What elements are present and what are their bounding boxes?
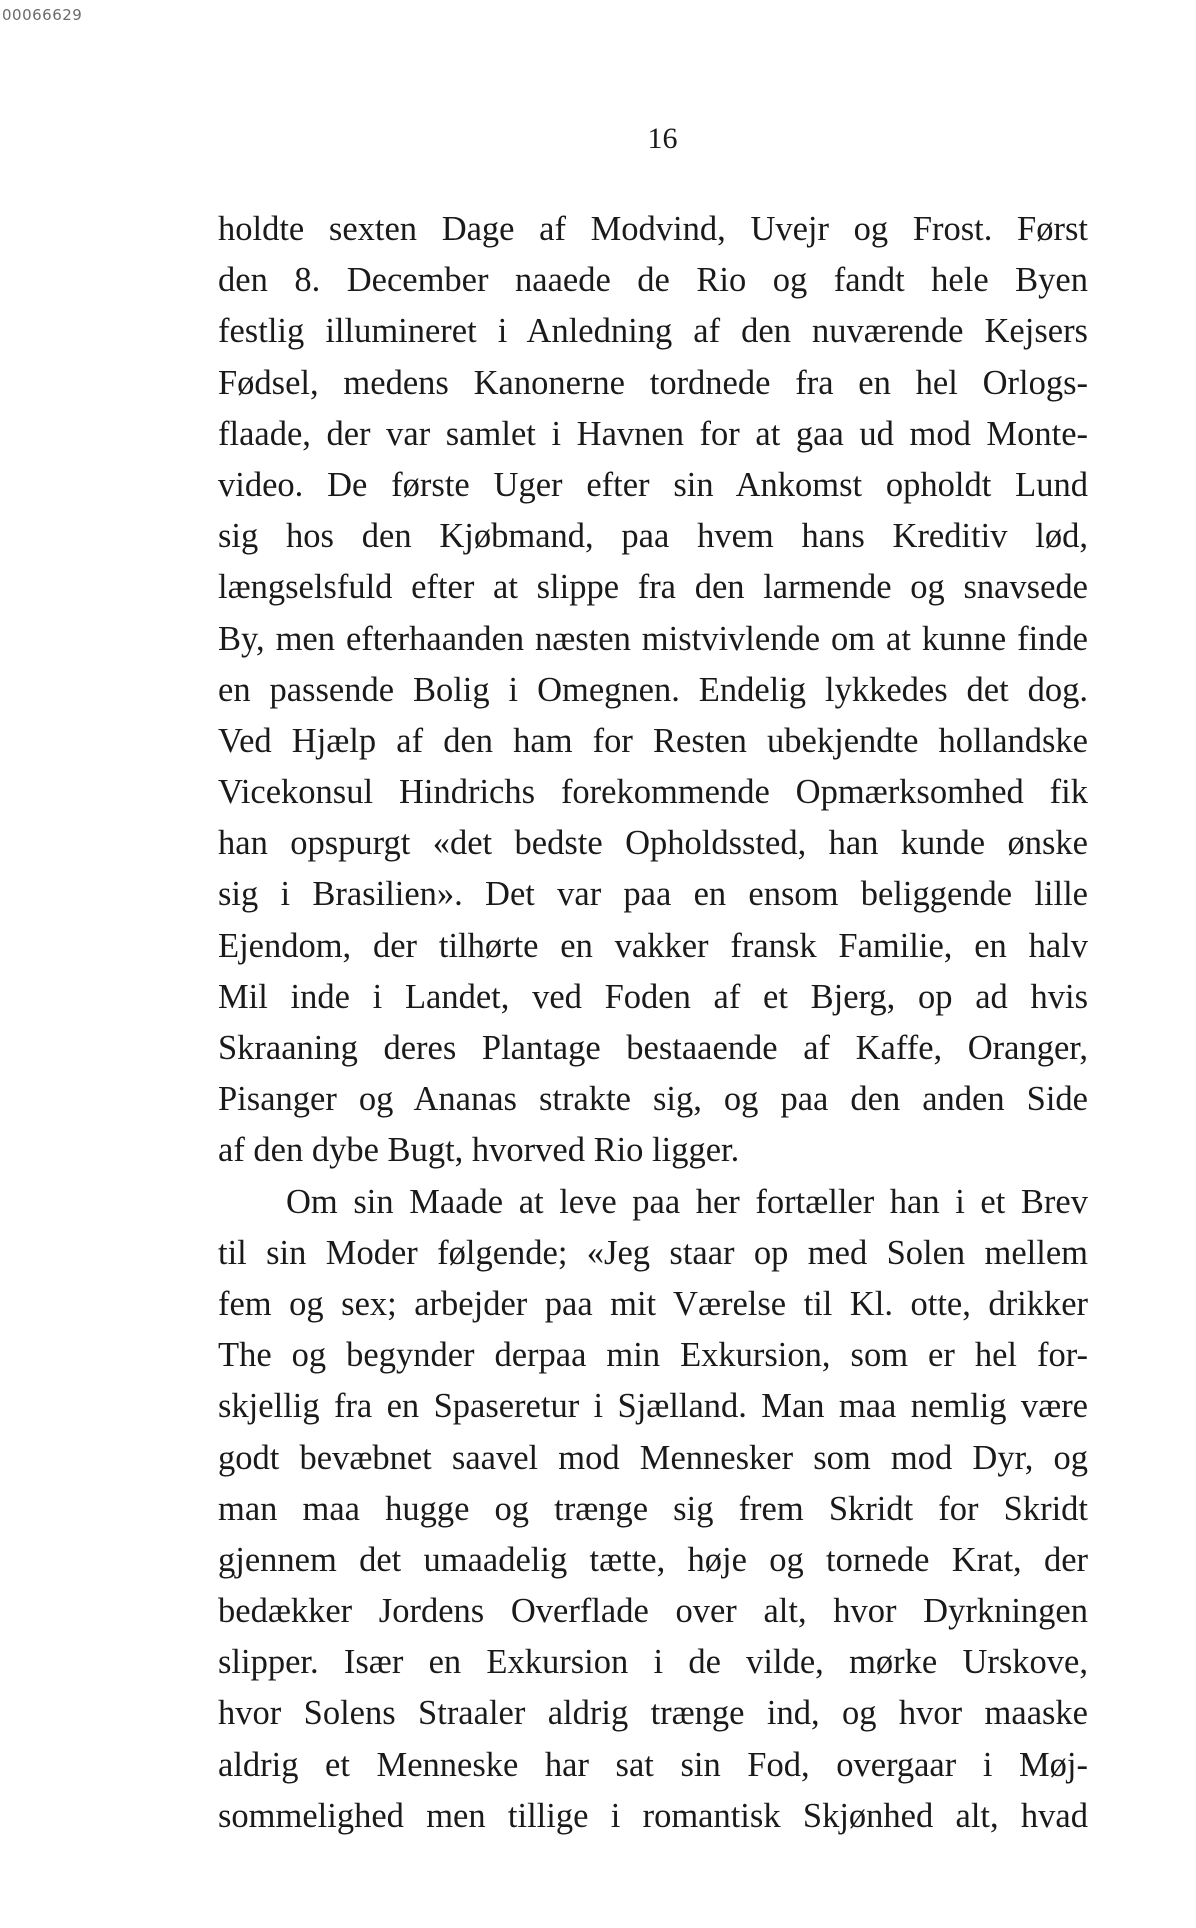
text-line: Om sin Maade at leve paa her fortæller han i et Brev xyxy=(286,1182,1088,1221)
text-line: gjennem det umaadelig tætte, høje og tornede Krat, der xyxy=(218,1540,1088,1579)
text-line: festlig illumineret i Anledning af den nuværende Kejsers xyxy=(218,312,1088,351)
text-line: Pisanger og Ananas strakte sig, og paa den anden Side xyxy=(218,1080,1088,1119)
text-line: Vicekonsul Hindrichs forekommende Opmærksomhed fik xyxy=(218,773,1088,812)
text-line: sig i Brasilien». Det var paa en ensom beliggende lille xyxy=(218,875,1088,914)
text-line: Ved Hjælp af den ham for Resten ubekjendte hollandske xyxy=(218,721,1088,760)
text-line: hvor Solens Straaler aldrig trænge ind, og hvor maaske xyxy=(218,1694,1088,1733)
text-line: holdte sexten Dage af Modvind, Uvejr og Frost. Først xyxy=(218,210,1088,248)
paragraph-2 xyxy=(218,1177,1088,1842)
text-line: The og begynder derpaa min Exkursion, som er hel for- xyxy=(218,1336,1088,1375)
text-line: man maa hugge og trænge sig frem Skridt for Skridt xyxy=(218,1489,1088,1528)
scan-id-label: 00066629 xyxy=(2,6,83,24)
text-line: By, men efterhaanden næsten mistvivlende om at kunne finde xyxy=(218,619,1088,658)
text-line: sommelighed men tillige i romantisk Skjønhed alt, hvad xyxy=(218,1796,1088,1835)
paragraph-1 xyxy=(218,204,1088,1177)
text-line: af den dybe Bugt, hvorved Rio ligger. xyxy=(218,1131,740,1170)
text-line: Ejendom, der tilhørte en vakker fransk Familie, en halv xyxy=(218,926,1088,965)
text-line: bedækker Jordens Overflade over alt, hvor Dyrkningen xyxy=(218,1592,1088,1631)
text-line: til sin Moder følgende; «Jeg staar op med Solen mellem xyxy=(218,1233,1088,1272)
text-line: Mil inde i Landet, ved Foden af et Bjerg, op ad hvis xyxy=(218,977,1088,1016)
page-number: 16 xyxy=(647,122,678,155)
body-text xyxy=(218,204,1088,1842)
text-line: video. De første Uger efter sin Ankomst opholdt Lund xyxy=(218,465,1088,504)
text-line: flaade, der var samlet i Havnen for at gaa ud mod Monte- xyxy=(218,414,1088,453)
text-line: godt bevæbnet saavel mod Mennesker som mod Dyr, og xyxy=(218,1438,1088,1477)
text-line: længselsfuld efter at slippe fra den larmende og snavsede xyxy=(218,568,1088,607)
text-line: skjellig fra en Spaseretur i Sjælland. Man maa nemlig være xyxy=(218,1387,1088,1426)
text-line: han opspurgt «det bedste Opholdssted, han kunde ønske xyxy=(218,824,1088,863)
text-line: aldrig et Menneske har sat sin Fod, overgaar i Møj- xyxy=(218,1745,1088,1784)
text-line: Skraaning deres Plantage bestaaende af Kaffe, Oranger, xyxy=(218,1029,1088,1067)
text-line: Fødsel, medens Kanonerne tordnede fra en hel Orlogs- xyxy=(218,363,1088,402)
text-line: sig hos den Kjøbmand, paa hvem hans Kreditiv lød, xyxy=(218,517,1088,556)
text-line: den 8. December naaede de Rio og fandt hele Byen xyxy=(218,261,1088,300)
text-line: slipper. Især en Exkursion i de vilde, mørke Urskove, xyxy=(218,1643,1088,1682)
text-line: fem og sex; arbejder paa mit Værelse til Kl. otte, drikker xyxy=(218,1284,1088,1323)
text-line: en passende Bolig i Omegnen. Endelig lykkedes det dog. xyxy=(218,670,1088,709)
